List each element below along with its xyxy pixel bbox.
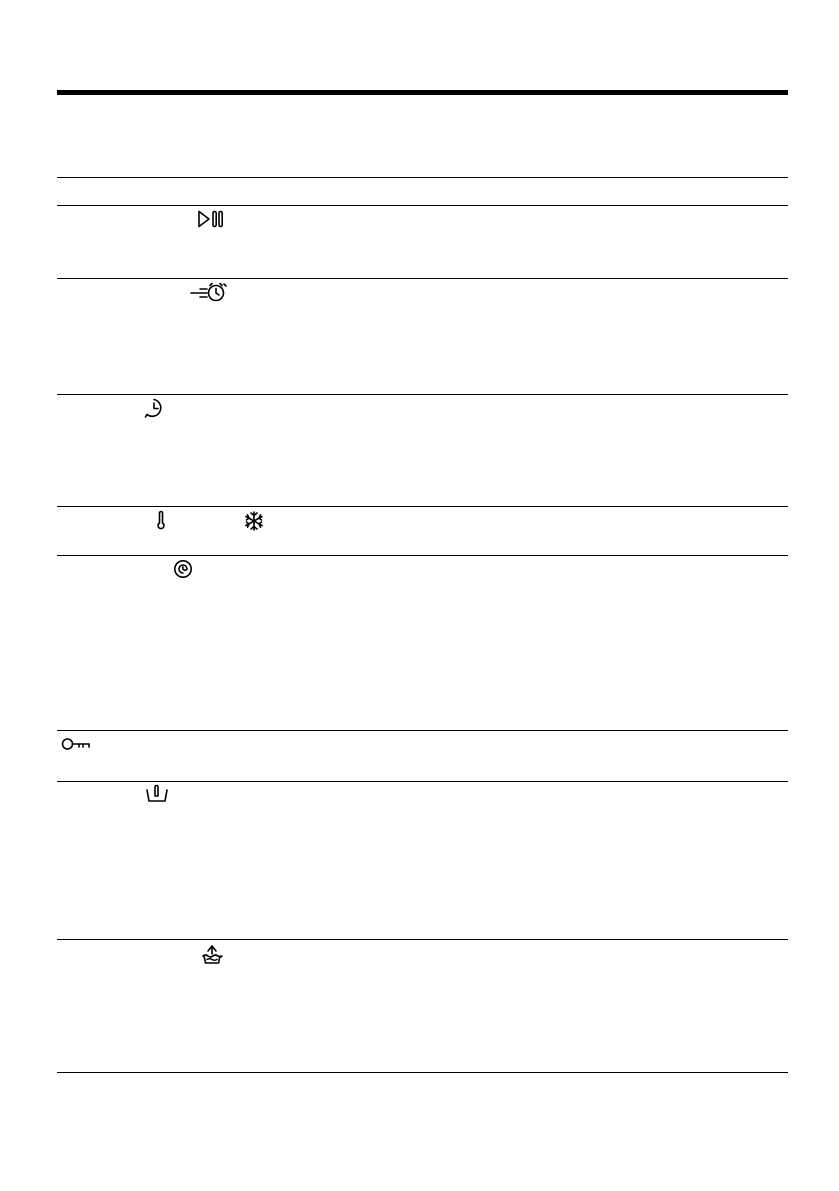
speed-alarm-icon	[190, 282, 228, 302]
row-separator	[57, 555, 788, 556]
detergent-tray-icon	[145, 785, 169, 805]
spin-spiral-icon	[173, 559, 193, 579]
row-separator	[57, 394, 788, 395]
steam-basin-icon	[201, 944, 223, 966]
thermometer-icon	[156, 510, 166, 530]
play-pause-icon	[197, 210, 225, 228]
row-separator	[57, 730, 788, 731]
row-separator	[57, 939, 788, 940]
snowflake-icon	[244, 511, 264, 531]
row-separator	[57, 781, 788, 782]
header-bottom-line	[57, 205, 788, 206]
header-top-line	[57, 177, 788, 178]
clock-icon	[143, 397, 165, 419]
table-bottom-line	[57, 1072, 788, 1073]
top-rule	[57, 90, 788, 95]
row-separator	[57, 506, 788, 507]
key-icon	[61, 737, 91, 751]
row-separator	[57, 278, 788, 279]
